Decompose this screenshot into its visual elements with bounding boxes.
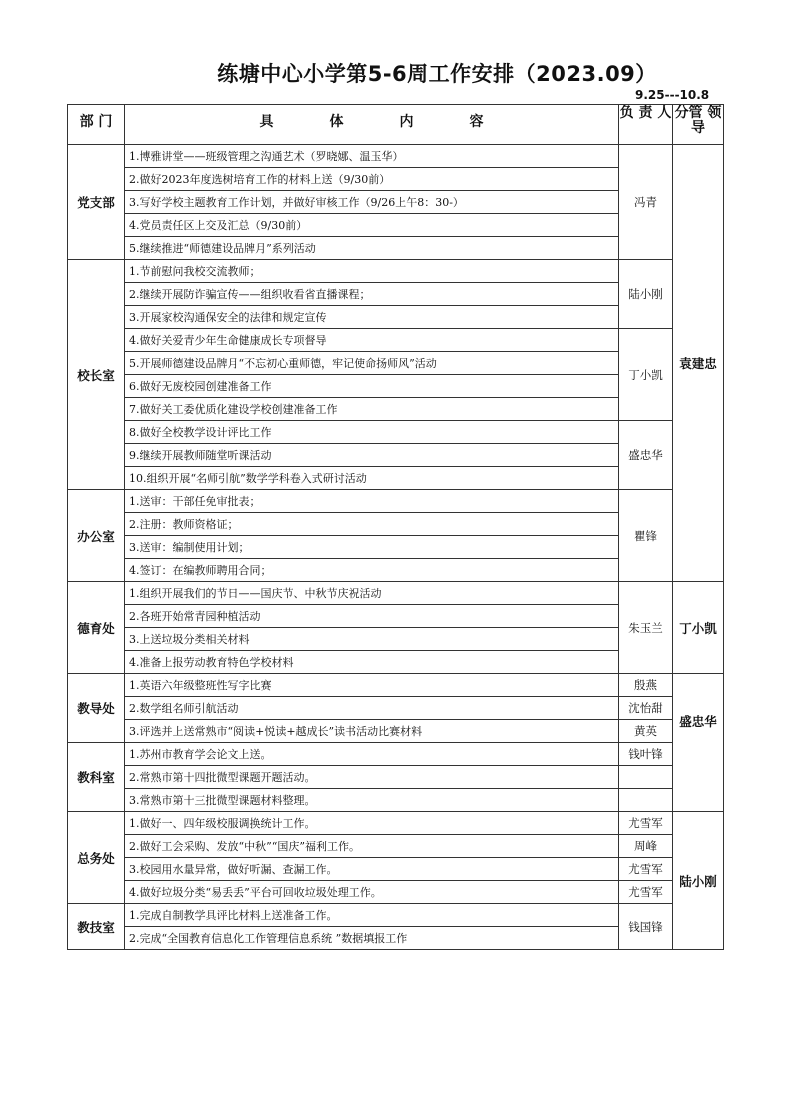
schedule-table <box>67 104 724 950</box>
table-row <box>68 145 724 168</box>
page-title: 练塘中心小学第5-6周工作安排（2023.09） <box>217 62 657 86</box>
content-cell: 10.组织开展“名师引航”数学学科卷入式研讨活动 <box>125 467 619 490</box>
content-cell: 2.数学组名师引航活动 <box>125 697 619 720</box>
responsible-cell <box>619 789 673 812</box>
table-row <box>68 260 724 283</box>
content-cell: 2.做好2023年度选树培育工作的材料上送（9/30前） <box>125 168 619 191</box>
content-cell: 5.继续推进“师德建设品牌月”系列活动 <box>125 237 619 260</box>
table-row <box>68 858 724 881</box>
dept-cell: 校长室 <box>68 260 125 490</box>
content-cell: 1.英语六年级整班性写字比赛 <box>125 674 619 697</box>
content-cell: 4.做好垃圾分类“易丢丢”平台可回收垃圾处理工作。 <box>125 881 619 904</box>
content-cell: 3.开展家校沟通保安全的法律和规定宣传 <box>125 306 619 329</box>
table-row <box>68 421 724 444</box>
content-cell: 1.送审：干部任免审批表； <box>125 490 619 513</box>
content-cell: 2.继续开展防诈骗宣传——组织收看省直播课程； <box>125 283 619 306</box>
content-cell: 4.党员责任区上交及汇总（9/30前） <box>125 214 619 237</box>
content-cell: 2.完成“全国教育信息化工作管理信息系统 ”数据填报工作 <box>125 927 619 950</box>
table-row <box>68 881 724 904</box>
content-cell: 3.评选并上送常熟市“阅读+悦读+越成长”读书活动比赛材料 <box>125 720 619 743</box>
responsible-cell: 殷燕 <box>619 674 673 697</box>
responsible-cell: 瞿锋 <box>619 490 673 582</box>
dept-cell: 德育处 <box>68 582 125 674</box>
table-row <box>68 490 724 513</box>
responsible-cell: 钱国锋 <box>619 904 673 950</box>
table-row <box>68 674 724 697</box>
content-cell: 2.常熟市第十四批微型课题开题活动。 <box>125 766 619 789</box>
leader-cell: 丁小凯 <box>673 582 724 674</box>
content-cell: 2.各班开始常青园种植活动 <box>125 605 619 628</box>
header-row <box>68 105 724 145</box>
content-cell: 3.校园用水量异常，做好听漏、查漏工作。 <box>125 858 619 881</box>
responsible-cell: 钱叶锋 <box>619 743 673 766</box>
responsible-cell: 尤雪军 <box>619 858 673 881</box>
table-row <box>68 329 724 352</box>
content-cell: 5.开展师德建设品牌月“不忘初心重师德，牢记使命扬师风”活动 <box>125 352 619 375</box>
responsible-cell: 丁小凯 <box>619 329 673 421</box>
dept-cell: 教技室 <box>68 904 125 950</box>
dept-cell: 总务处 <box>68 812 125 904</box>
content-cell: 2.注册：教师资格证； <box>125 513 619 536</box>
content-cell: 8.做好全校教学设计评比工作 <box>125 421 619 444</box>
table-row <box>68 697 724 720</box>
table-row <box>68 812 724 835</box>
content-cell: 3.上送垃圾分类相关材料 <box>125 628 619 651</box>
content-cell: 1.组织开展我们的节日——国庆节、中秋节庆祝活动 <box>125 582 619 605</box>
responsible-cell <box>619 766 673 789</box>
responsible-cell: 尤雪军 <box>619 812 673 835</box>
content-cell: 7.做好关工委优质化建设学校创建准备工作 <box>125 398 619 421</box>
content-cell: 3.常熟市第十三批微型课题材料整理。 <box>125 789 619 812</box>
header-content: 具 体 内 容 <box>125 105 619 145</box>
table-row <box>68 743 724 766</box>
leader-cell: 袁建忠 <box>673 145 724 582</box>
content-cell: 4.准备上报劳动教育特色学校材料 <box>125 651 619 674</box>
content-cell: 1.做好一、四年级校服调换统计工作。 <box>125 812 619 835</box>
table-row <box>68 904 724 927</box>
table-row <box>68 582 724 605</box>
content-cell: 4.做好关爱青少年生命健康成长专项督导 <box>125 329 619 352</box>
table-row <box>68 835 724 858</box>
content-cell: 1.完成自制教学具评比材料上送准备工作。 <box>125 904 619 927</box>
leader-cell: 盛忠华 <box>673 674 724 812</box>
responsible-cell: 盛忠华 <box>619 421 673 490</box>
content-cell: 3.送审：编制使用计划； <box>125 536 619 559</box>
leader-cell: 陆小刚 <box>673 812 724 950</box>
table-row <box>68 720 724 743</box>
responsible-cell: 尤雪军 <box>619 881 673 904</box>
content-cell: 6.做好无废校园创建准备工作 <box>125 375 619 398</box>
content-cell: 2.做好工会采购、发放“中秋”“国庆”福利工作。 <box>125 835 619 858</box>
dept-cell: 教科室 <box>68 743 125 812</box>
header-dept: 部 门 <box>68 105 125 145</box>
content-cell: 1.博雅讲堂——班级管理之沟通艺术（罗晓娜、温玉华） <box>125 145 619 168</box>
content-cell: 4.签订：在编教师聘用合同； <box>125 559 619 582</box>
responsible-cell: 陆小刚 <box>619 260 673 329</box>
header-leader: 分管 领导 <box>673 105 724 145</box>
responsible-cell: 朱玉兰 <box>619 582 673 674</box>
table-row <box>68 766 724 789</box>
responsible-cell: 周峰 <box>619 835 673 858</box>
dept-cell: 教导处 <box>68 674 125 743</box>
responsible-cell: 冯青 <box>619 145 673 260</box>
responsible-cell: 黄英 <box>619 720 673 743</box>
header-responsible: 负 责 人 <box>619 105 673 145</box>
content-cell: 1.节前慰问我校交流教师； <box>125 260 619 283</box>
responsible-cell: 沈怡甜 <box>619 697 673 720</box>
content-cell: 9.继续开展教师随堂听课活动 <box>125 444 619 467</box>
content-cell: 1.苏州市教育学会论文上送。 <box>125 743 619 766</box>
content-cell: 3.写好学校主题教育工作计划，并做好审核工作（9/26上午8：30-） <box>125 191 619 214</box>
dept-cell: 办公室 <box>68 490 125 582</box>
table-row <box>68 789 724 812</box>
date-range: 9.25---10.8 <box>635 88 710 102</box>
dept-cell: 党支部 <box>68 145 125 260</box>
